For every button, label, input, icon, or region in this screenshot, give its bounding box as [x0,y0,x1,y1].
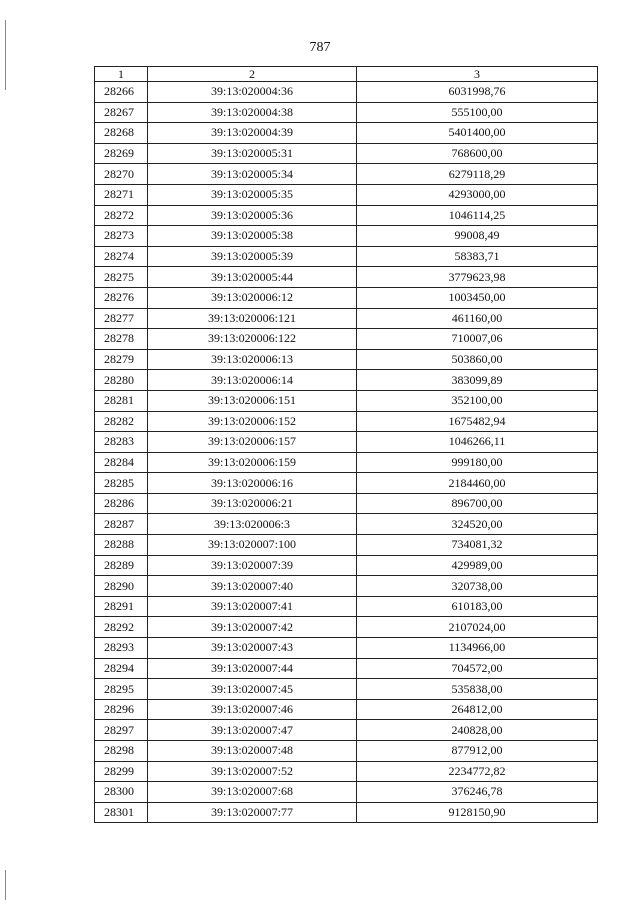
table-row [95,308,598,329]
cadastral-number: 39:13:020006:16 [148,473,357,494]
row-number: 28277 [95,308,148,329]
cadastral-number: 39:13:020005:38 [148,226,357,247]
row-number: 28295 [95,679,148,700]
cadastral-number: 39:13:020007:41 [148,596,357,617]
cadastral-value: 461160,00 [357,308,598,329]
cadastral-value: 99008,49 [357,226,598,247]
cadastral-value: 1046266,11 [357,432,598,453]
row-number: 28270 [95,164,148,185]
scan-margin-line [5,870,6,900]
column-header-3: 3 [357,67,598,82]
table-row [95,184,598,205]
cadastral-number: 39:13:020006:157 [148,432,357,453]
cadastral-value: 734081,32 [357,535,598,556]
cadastral-number: 39:13:020005:44 [148,267,357,288]
cadastral-number: 39:13:020007:68 [148,782,357,803]
row-number: 28296 [95,699,148,720]
table-row [95,329,598,350]
cadastral-value: 383099,89 [357,370,598,391]
table-row [95,267,598,288]
table-row [95,493,598,514]
cadastral-value: 535838,00 [357,679,598,700]
cadastral-number: 39:13:020006:121 [148,308,357,329]
row-number: 28269 [95,143,148,164]
cadastral-value: 555100,00 [357,102,598,123]
table-row [95,802,598,823]
table-row [95,617,598,638]
cadastral-value: 240828,00 [357,720,598,741]
cadastral-value: 503860,00 [357,349,598,370]
table-row [95,741,598,762]
cadastral-number: 39:13:020006:3 [148,514,357,535]
table-row [95,370,598,391]
row-number: 28285 [95,473,148,494]
cadastral-number: 39:13:020007:42 [148,617,357,638]
cadastral-number: 39:13:020007:44 [148,658,357,679]
table-row [95,535,598,556]
cadastral-number: 39:13:020007:40 [148,576,357,597]
table-row [95,699,598,720]
cadastral-value: 3779623,98 [357,267,598,288]
table-row [95,205,598,226]
cadastral-value: 768600,00 [357,143,598,164]
row-number: 28284 [95,452,148,473]
cadastral-value: 264812,00 [357,699,598,720]
cadastral-value: 1134966,00 [357,638,598,659]
table-row [95,102,598,123]
row-number: 28274 [95,246,148,267]
table-row [95,287,598,308]
row-number: 28298 [95,741,148,762]
table-row [95,514,598,535]
table-row [95,123,598,144]
cadastral-number: 39:13:020007:47 [148,720,357,741]
table-header-row [95,67,598,82]
table-row [95,679,598,700]
table-row [95,246,598,267]
row-number: 28293 [95,638,148,659]
row-number: 28266 [95,82,148,103]
column-header-1: 1 [95,67,148,82]
row-number: 28267 [95,102,148,123]
row-number: 28299 [95,761,148,782]
row-number: 28280 [95,370,148,391]
table-row [95,349,598,370]
row-number: 28287 [95,514,148,535]
cadastral-value: 58383,71 [357,246,598,267]
table-row [95,782,598,803]
row-number: 28289 [95,555,148,576]
cadastral-number: 39:13:020004:36 [148,82,357,103]
row-number: 28279 [95,349,148,370]
cadastral-number: 39:13:020006:122 [148,329,357,350]
cadastral-value: 610183,00 [357,596,598,617]
cadastral-value-table [94,66,598,823]
row-number: 28297 [95,720,148,741]
cadastral-value: 5401400,00 [357,123,598,144]
row-number: 28290 [95,576,148,597]
cadastral-number: 39:13:020007:77 [148,802,357,823]
cadastral-number: 39:13:020007:52 [148,761,357,782]
table-row [95,143,598,164]
cadastral-number: 39:13:020006:12 [148,287,357,308]
cadastral-value: 324520,00 [357,514,598,535]
cadastral-number: 39:13:020004:39 [148,123,357,144]
page-number: 787 [309,40,331,55]
table-row [95,432,598,453]
row-number: 28272 [95,205,148,226]
row-number: 28268 [95,123,148,144]
cadastral-number: 39:13:020007:48 [148,741,357,762]
cadastral-value: 2184460,00 [357,473,598,494]
cadastral-value: 9128150,90 [357,802,598,823]
cadastral-value: 6031998,76 [357,82,598,103]
row-number: 28281 [95,390,148,411]
cadastral-value: 376246,78 [357,782,598,803]
cadastral-number: 39:13:020007:100 [148,535,357,556]
cadastral-value: 877912,00 [357,741,598,762]
row-number: 28282 [95,411,148,432]
table-row [95,473,598,494]
row-number: 28273 [95,226,148,247]
table-row [95,596,598,617]
row-number: 28286 [95,493,148,514]
cadastral-number: 39:13:020007:45 [148,679,357,700]
cadastral-value: 710007,06 [357,329,598,350]
table-row [95,576,598,597]
cadastral-value: 896700,00 [357,493,598,514]
cadastral-number: 39:13:020006:21 [148,493,357,514]
cadastral-number: 39:13:020007:46 [148,699,357,720]
cadastral-number: 39:13:020007:43 [148,638,357,659]
cadastral-number: 39:13:020005:35 [148,184,357,205]
cadastral-value: 4293000,00 [357,184,598,205]
table-row [95,658,598,679]
cadastral-number: 39:13:020007:39 [148,555,357,576]
row-number: 28301 [95,802,148,823]
row-number: 28294 [95,658,148,679]
table-row [95,638,598,659]
cadastral-number: 39:13:020005:31 [148,143,357,164]
row-number: 28275 [95,267,148,288]
cadastral-number: 39:13:020005:36 [148,205,357,226]
cadastral-number: 39:13:020005:39 [148,246,357,267]
cadastral-value: 352100,00 [357,390,598,411]
cadastral-value: 320738,00 [357,576,598,597]
cadastral-value: 999180,00 [357,452,598,473]
table-row [95,390,598,411]
cadastral-value: 2107024,00 [357,617,598,638]
cadastral-number: 39:13:020006:14 [148,370,357,391]
cadastral-value: 1003450,00 [357,287,598,308]
table-row [95,452,598,473]
row-number: 28288 [95,535,148,556]
table-row [95,720,598,741]
table-row [95,411,598,432]
cadastral-value: 6279118,29 [357,164,598,185]
row-number: 28292 [95,617,148,638]
cadastral-value: 704572,00 [357,658,598,679]
row-number: 28291 [95,596,148,617]
cadastral-number: 39:13:020006:159 [148,452,357,473]
row-number: 28276 [95,287,148,308]
table-row [95,761,598,782]
cadastral-value: 1046114,25 [357,205,598,226]
table-row [95,82,598,103]
cadastral-number: 39:13:020005:34 [148,164,357,185]
cadastral-number: 39:13:020006:152 [148,411,357,432]
row-number: 28271 [95,184,148,205]
cadastral-number: 39:13:020004:38 [148,102,357,123]
table-row [95,555,598,576]
cadastral-value: 2234772,82 [357,761,598,782]
row-number: 28283 [95,432,148,453]
cadastral-value: 1675482,94 [357,411,598,432]
cadastral-number: 39:13:020006:13 [148,349,357,370]
table-row [95,164,598,185]
cadastral-number: 39:13:020006:151 [148,390,357,411]
column-header-2: 2 [148,67,357,82]
row-number: 28300 [95,782,148,803]
row-number: 28278 [95,329,148,350]
table-row [95,226,598,247]
cadastral-value: 429989,00 [357,555,598,576]
